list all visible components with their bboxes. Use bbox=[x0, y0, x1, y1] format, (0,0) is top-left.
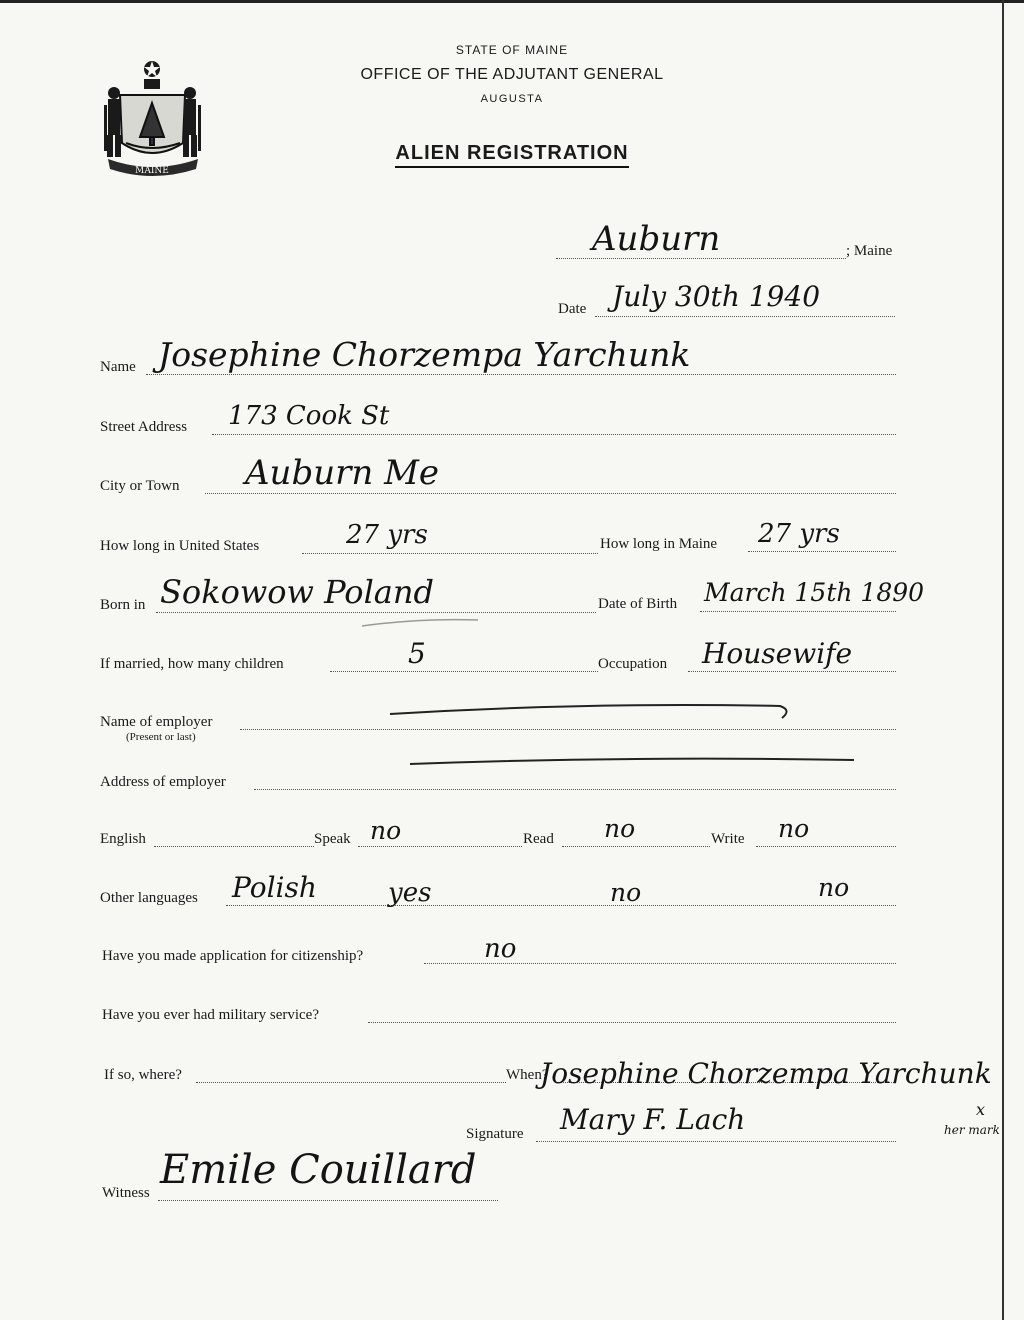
header-office: OFFICE OF THE ADJUTANT GENERAL bbox=[360, 66, 664, 83]
employer-address-label: Address of employer bbox=[100, 774, 226, 790]
other-read-value: no bbox=[610, 878, 642, 907]
speak-label: Speak bbox=[314, 831, 351, 847]
us-label: How long in United States bbox=[100, 538, 260, 554]
name-value: Josephine Chorzempa Yarchunk bbox=[158, 335, 691, 374]
when-label: When? bbox=[506, 1067, 549, 1083]
witness-signature: Emile Couillard bbox=[160, 1147, 477, 1193]
born-line bbox=[156, 612, 596, 613]
born-value: Sokowow Poland bbox=[160, 573, 434, 611]
maine-value: 27 yrs bbox=[758, 519, 840, 549]
city-label: City or Town bbox=[100, 478, 180, 494]
write-label: Write bbox=[711, 831, 745, 847]
date-value: July 30th 1940 bbox=[612, 280, 821, 313]
born-underline-stroke bbox=[360, 616, 480, 630]
street-value: 173 Cook St bbox=[228, 401, 390, 431]
maine-line bbox=[748, 551, 896, 552]
occupation-label: Occupation bbox=[598, 656, 668, 672]
street-label: Street Address bbox=[100, 419, 188, 435]
signature-name: Josephine Chorzempa Yarchunk bbox=[540, 1057, 992, 1090]
children-label: If married, how many children bbox=[100, 656, 284, 672]
us-value: 27 yrs bbox=[346, 520, 428, 550]
read-line bbox=[562, 846, 710, 847]
place-value: Auburn bbox=[592, 219, 721, 259]
scan-edge-top bbox=[0, 0, 1024, 3]
dob-label: Date of Birth bbox=[598, 596, 678, 612]
where-line bbox=[196, 1082, 506, 1083]
english-line bbox=[154, 846, 314, 847]
signature-line bbox=[536, 1141, 896, 1142]
dob-value: March 15th 1890 bbox=[704, 578, 925, 607]
occupation-value: Housewife bbox=[702, 637, 853, 670]
born-label: Born in bbox=[100, 597, 146, 613]
maine-label: How long in Maine bbox=[600, 536, 718, 552]
military-label: Have you ever had military service? bbox=[102, 1007, 319, 1023]
seal-banner-text: MAINE bbox=[135, 166, 169, 176]
read-label: Read bbox=[523, 831, 554, 847]
children-line bbox=[330, 671, 598, 672]
employer-label: Name of employer bbox=[100, 714, 213, 730]
speak-value: no bbox=[370, 816, 402, 845]
citizenship-label: Have you made application for citizenship? bbox=[102, 948, 364, 964]
write-value: no bbox=[778, 814, 810, 843]
date-line bbox=[595, 316, 895, 317]
citizenship-value: no bbox=[484, 934, 517, 964]
name-line bbox=[146, 374, 896, 375]
employer-address-dash-stroke bbox=[408, 752, 858, 768]
form-title-text: ALIEN REGISTRATION bbox=[395, 142, 628, 168]
where-label: If so, where? bbox=[104, 1067, 182, 1083]
employer-sublabel: (Present or last) bbox=[126, 731, 196, 743]
us-line bbox=[302, 553, 598, 554]
other-languages-line bbox=[226, 905, 896, 906]
header-city: AUGUSTA bbox=[480, 93, 544, 105]
employer-address-line bbox=[254, 789, 896, 790]
signature-writer: Mary F. Lach bbox=[560, 1103, 746, 1136]
read-value: no bbox=[604, 814, 636, 843]
scan-edge-right bbox=[1002, 0, 1004, 1320]
city-value: Auburn Me bbox=[245, 453, 440, 493]
witness-label: Witness bbox=[102, 1185, 150, 1201]
other-language-value: Polish bbox=[232, 871, 317, 904]
header-state: STATE OF MAINE bbox=[455, 43, 569, 57]
military-line bbox=[368, 1022, 896, 1023]
signature-label: Signature bbox=[466, 1126, 524, 1142]
city-line bbox=[205, 493, 896, 494]
date-label: Date bbox=[558, 301, 587, 317]
other-speak-value: yes bbox=[388, 878, 432, 908]
employer-dash-stroke bbox=[388, 700, 798, 722]
street-line bbox=[212, 434, 896, 435]
dob-line bbox=[700, 611, 896, 612]
form-title bbox=[0, 142, 1024, 165]
english-label: English bbox=[100, 831, 146, 847]
other-languages-label: Other languages bbox=[100, 890, 198, 906]
witness-line bbox=[158, 1200, 498, 1201]
name-label: Name bbox=[100, 359, 136, 375]
speak-line bbox=[358, 846, 522, 847]
signature-mark: her mark bbox=[944, 1123, 1000, 1137]
other-write-value: no bbox=[818, 873, 850, 902]
children-value: 5 bbox=[408, 637, 426, 670]
write-line bbox=[756, 846, 896, 847]
place-label: ; Maine bbox=[846, 243, 893, 259]
employer-line bbox=[240, 729, 896, 730]
signature-mark-symbol: x bbox=[976, 1100, 986, 1119]
occupation-line bbox=[688, 671, 896, 672]
